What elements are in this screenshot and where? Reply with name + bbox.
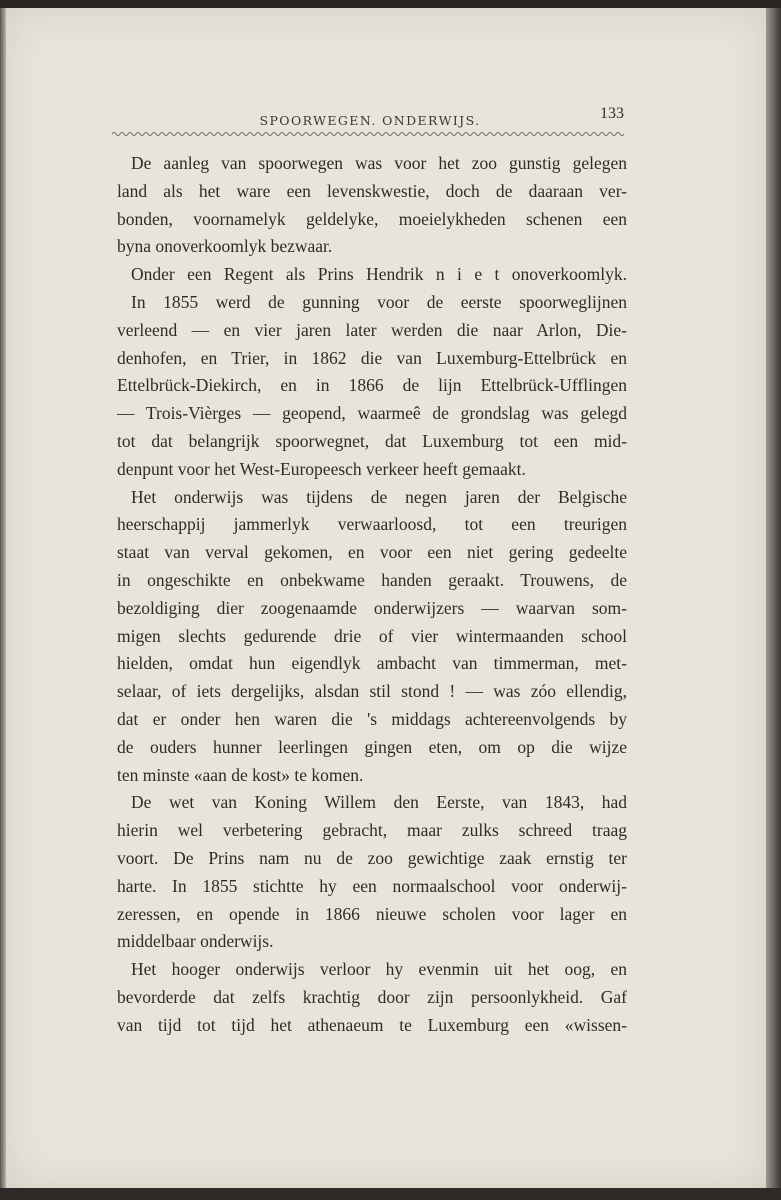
text-line: hierin wel verbetering gebracht, maar zulks schreed traag <box>117 820 627 841</box>
text-line: heerschappij jammerlyk verwaarloosd, tot een treurigen <box>117 514 627 535</box>
text-line: denpunt voor het West-Europeesch verkeer heeft gemaakt. <box>117 458 526 479</box>
text-line: denhofen, en Trier, in 1862 die van Luxemburg-Ettelbrück en <box>117 347 627 368</box>
text-line: migen slechts gedurende drie of vier wintermaanden school <box>117 625 627 646</box>
page-right-shadow <box>766 8 781 1198</box>
text-line: hielden, omdat hun eigendlyk ambacht van timmerman, met- <box>117 653 627 674</box>
text-line: voort. De Prins nam nu de zoo gewichtige zaak ernstig ter <box>117 847 627 868</box>
text-line: tot dat belangrijk spoorwegnet, dat Luxemburg tot een mid- <box>117 430 627 451</box>
text-line: — Trois-Vièrges — geopend, waarmeê de grondslag was gelegd <box>117 403 627 424</box>
text-line: van tijd tot tijd het athenaeum te Luxemburg een «wissen- <box>117 1014 627 1035</box>
text-line: byna onoverkoomlyk bezwaar. <box>117 236 333 257</box>
text-line: bevorderde dat zelfs krachtig door zijn persoonlykheid. Gaf <box>117 986 627 1007</box>
text-line: middelbaar onderwijs. <box>117 931 274 952</box>
text-line: de ouders hunner leerlingen gingen eten, om op die wijze <box>117 736 627 757</box>
text-line: land als het ware een levenskwestie, doch de daaraan ver- <box>117 180 627 201</box>
text-line: selaar, of iets dergelijks, alsdan stil stond ! — was zóo ellendig, <box>117 681 627 702</box>
text-line: verleend — en vier jaren later werden die naar Arlon, Die- <box>117 319 627 340</box>
page-header <box>112 105 628 129</box>
page-bottom-shadow <box>0 1188 781 1200</box>
text-line: De wet van Koning Willem den Eerste, van 1843, had <box>131 792 627 813</box>
text-line: zeressen, en opende in 1866 nieuwe scholen voor lager en <box>117 903 627 924</box>
text-line: dat er onder hen waren die 's middags achtereenvolgends by <box>117 708 627 729</box>
text-line: ten minste «aan de kost» te komen. <box>117 764 364 785</box>
text-line: De aanleg van spoorwegen was voor het zoo gunstig gelegen <box>131 153 627 173</box>
page-number: 133 <box>600 105 624 122</box>
text-line: Het hooger onderwijs verloor hy evenmin uit het oog, en <box>131 959 627 980</box>
text-line: staat van verval gekomen, en voor een niet gering gedeelte <box>117 542 627 563</box>
text-line: harte. In 1855 stichtte hy een normaalschool voor onderwij- <box>117 875 627 896</box>
text-line: Onder een Regent als Prins Hendrik n i e t onoverkoomlyk. <box>131 264 627 285</box>
text-line: Ettelbrück-Diekirch, en in 1866 de lijn Ettelbrück-Ufflingen <box>117 375 627 396</box>
wavy-header-rule <box>112 130 624 138</box>
text-line: bezoldiging dier zoogenaamde onderwijzers — waarvan som- <box>117 597 627 618</box>
body-text <box>117 150 627 1040</box>
text-line: In 1855 werd de gunning voor de eerste spoorweglijnen <box>131 291 627 312</box>
text-line: bonden, voornamelyk geldelyke, moeielykheden schenen een <box>117 208 627 229</box>
text-line: Het onderwijs was tijdens de negen jaren der Belgische <box>131 486 627 507</box>
text-line: in ongeschikte en onbekwame handen geraakt. Trouwens, de <box>117 569 627 590</box>
running-head: SPOORWEGEN. ONDERWIJS. <box>259 113 481 128</box>
